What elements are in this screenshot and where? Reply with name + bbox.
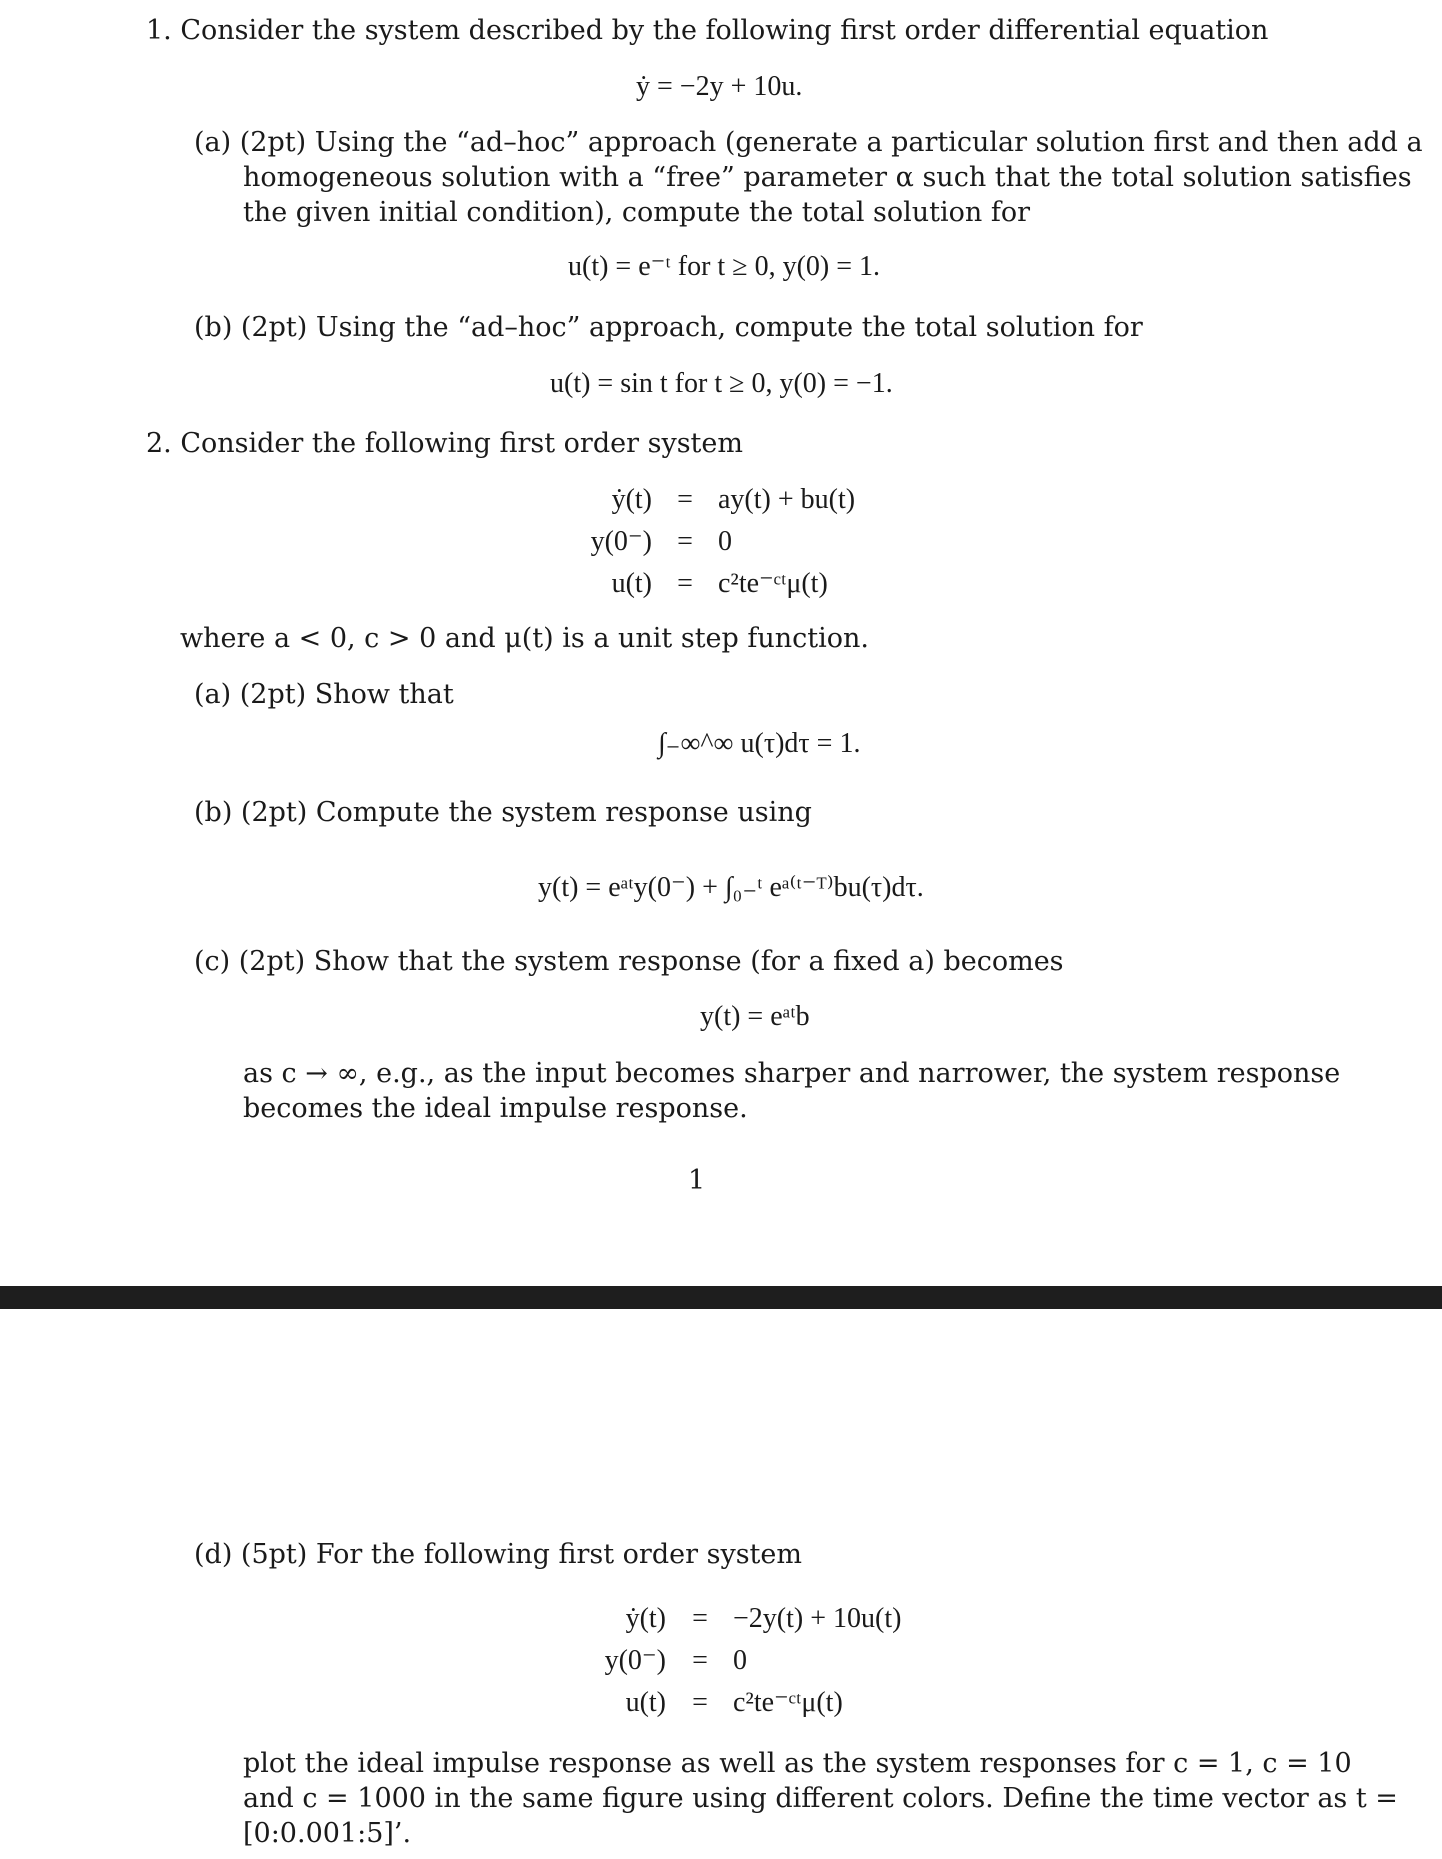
q2d-system-lhs: y(0⁻) [604, 1645, 666, 1676]
page-divider [0, 1286, 1442, 1309]
q2-system-lhs: ẏ(t) [611, 484, 652, 515]
q1-heading: 1. Consider the system described by the following first order differential equation [146, 15, 1269, 46]
page-number: 1 [688, 1165, 706, 1196]
q2-system-rhs: 0 [718, 526, 732, 557]
q2a-equation: ∫₋∞^∞ u(τ)dτ = 1. [658, 728, 861, 759]
q2d-system-lhs: u(t) [625, 1687, 666, 1718]
q1b-line: (b) (2pt) Using the “ad–hoc” approach, compute the total solution for [194, 312, 1143, 343]
q2d-text2: and c = 1000 in the same figure using different colors. Define the time vector as t = [243, 1783, 1398, 1814]
q2d-text3: [0:0.001:5]’. [243, 1818, 412, 1849]
q2d-text1: plot the ideal impulse response as well as the system responses for c = 1, c = 10 [243, 1748, 1352, 1779]
q1a-equation: u(t) = e⁻ᵗ for t ≥ 0, y(0) = 1. [568, 251, 881, 282]
q2d-system-rel: = [692, 1645, 708, 1676]
q2-system-rhs: ay(t) + bu(t) [718, 484, 856, 515]
q2-system-rhs: c²te⁻ᶜᵗμ(t) [718, 568, 828, 599]
q1a-line1: (a) (2pt) Using the “ad–hoc” approach (generate a particular solution first and then add a [194, 127, 1423, 158]
q1a-line3: the given initial condition), compute the total solution for [243, 197, 1031, 228]
q2-system-lhs: u(t) [611, 568, 652, 599]
q2c-text2: becomes the ideal impulse response. [243, 1093, 748, 1124]
q1a-line2: homogeneous solution with a “free” parameter α such that the total solution satisfies [243, 162, 1412, 193]
q1-equation: ẏ = −2y + 10u. [636, 71, 803, 102]
q2d-system-rel: = [692, 1687, 708, 1718]
q2a-line: (a) (2pt) Show that [194, 679, 454, 710]
q2c-equation: y(t) = eᵃᵗb [700, 1001, 810, 1032]
q2d-system-rhs: c²te⁻ᶜᵗμ(t) [733, 1687, 843, 1718]
q2-where: where a < 0, c > 0 and μ(t) is a unit step function. [180, 623, 870, 654]
q2-system-rel: = [677, 526, 693, 557]
q2-system-rel: = [677, 568, 693, 599]
q2-heading: 2. Consider the following first order system [146, 428, 743, 459]
q2d-line: (d) (5pt) For the following first order system [194, 1539, 802, 1570]
q1b-equation: u(t) = sin t for t ≥ 0, y(0) = −1. [550, 368, 893, 399]
q2d-system-rhs: 0 [733, 1645, 747, 1676]
q2c-line: (c) (2pt) Show that the system response (for a fixed a) becomes [194, 946, 1064, 977]
q2d-system-rhs: −2y(t) + 10u(t) [733, 1603, 902, 1634]
q2b-equation: y(t) = eᵃᵗy(0⁻) + ∫₀₋ᵗ eᵃ⁽ᵗ⁻ᵀ⁾bu(τ)dτ. [538, 872, 924, 903]
q2-system-lhs: y(0⁻) [590, 526, 652, 557]
q2d-system-rel: = [692, 1603, 708, 1634]
q2d-system-lhs: ẏ(t) [625, 1603, 666, 1634]
q2b-line: (b) (2pt) Compute the system response using [194, 797, 812, 828]
q2c-text1: as c → ∞, e.g., as the input becomes sharper and narrower, the system response [243, 1058, 1341, 1089]
q2-system-rel: = [677, 484, 693, 515]
